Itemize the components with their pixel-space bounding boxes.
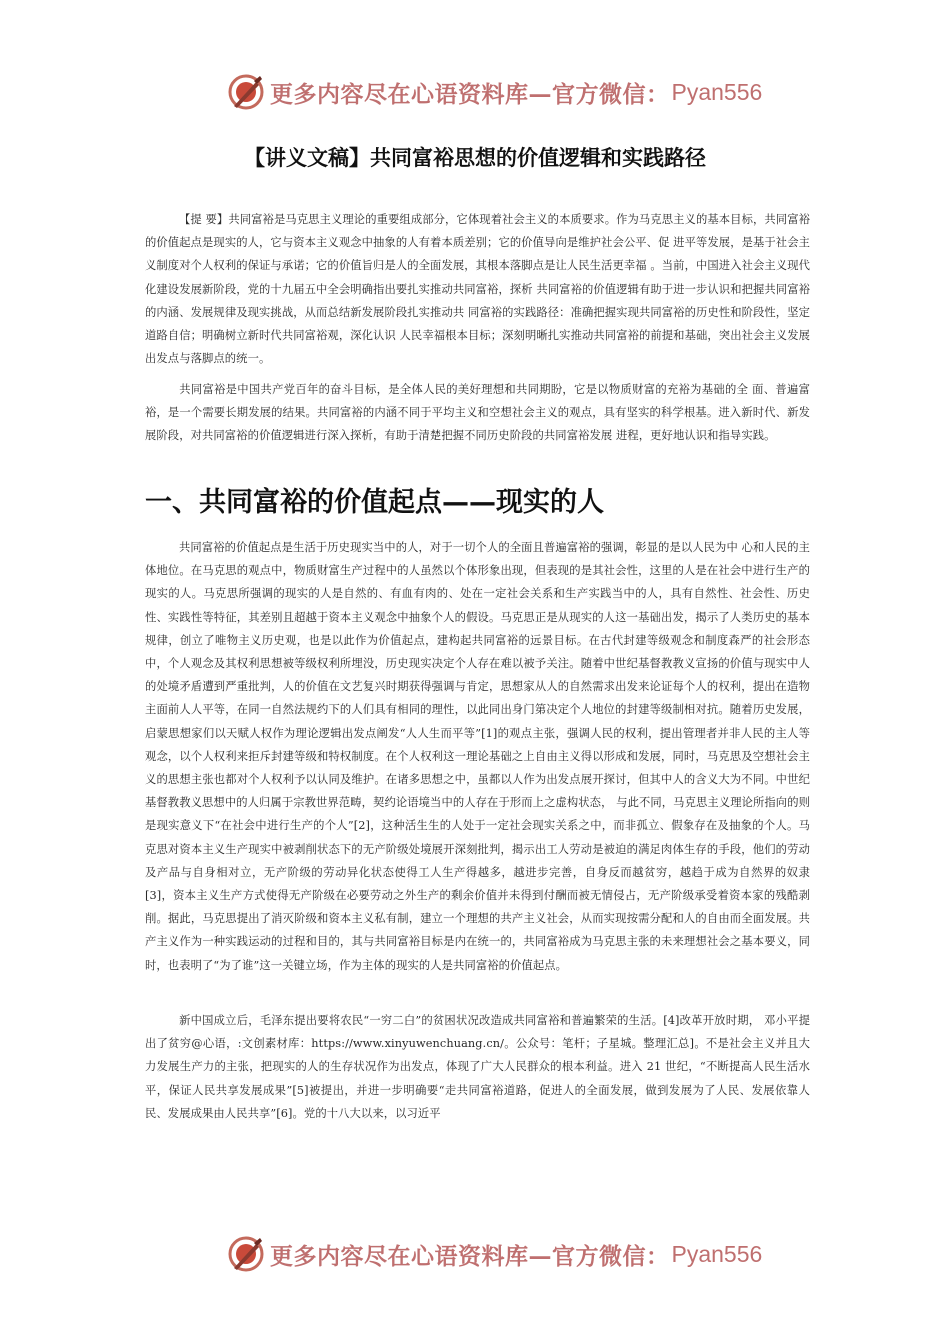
section-heading: 一、共同富裕的价值起点——现实的人 bbox=[145, 487, 604, 518]
body-paragraph-text: 共同富裕的价值起点是生活于历史现实当中的人，对于一切个人的全面且普遍富裕的强调，彰显的是以人民为中 心和人民的主体地位。在马克思的观点中，物质财富生产过程中的人虽然以个体形象出现，但表现的是其社会性，这里的人是在社会中进行生产的现实的人。马克思所强调的现实的人是自然的、有血有肉的、处在一定社会关系和生产实践当中的人，具有自然性、社会性、历史性、实践性等特征，其差别且超越于资本主义观念中抽象个人的假设。马克思正是从现实的人这一基础出发，揭示了人类历史的基本规律，创立了唯物主义历史观，也是以此作为价值起点，建构起共同富裕的远景目标。在古代封建等级观念和制度森严的社会形态中，个人观念及其权利思想被等级权利所埋没，历史现实决定个人存在难以被予关注。随着中世纪基督教教义宣扬的价值与现实中人的处境矛盾遭到严重批判，人的价值在文艺复兴时期获得强调与肯定，思想家从人的自然需求出发来论证每个人的权利，提出在造物主面前人人平等，在同一自然法规约下的人们具有相同的理性，以此同出身门第决定个人地位的封建等级制相对抗。随着历史发展，启蒙思想家们以天赋人权作为理论逻辑出发点阐发“人人生而平等”[1]的观点主张，强调人民的权利，提出管理者并非人民的主人等观念，以个人权利来拒斥封建等级和特权制度。在个人权利这一理论基础之上自由主义得以形成和发展，同时，马克思及空想社会主义的思想主张也都对个人权利予以认同及维护。在诸多思想之中，虽都以人作为出发点展开探讨，但其中人的含义大为不同。中世纪基督教教义思想中的人归属于宗教世界范畴，契约论语境当中的人存在于形而上之虚构状态， 与此不同，马克思主义理论所指向的则是现实意义下“在社会中进行生产的个人”[2]，这种活生生的人处于一定社会现实关系之中，而非孤立、假象存在及抽象的个人。马克思对资本主义生产现实中被剥削状态下的无产阶级处境展开深刻批判，揭示出工人劳动是被迫的满足肉体生存的手段，他们的劳动及产品与自身相对立，无产阶级的劳动异化状态使得工人生产得越多，越进步完善，自身反而越贫穷，越趋于成为自然界的奴隶[3]，资本主义生产方式使得无产阶级在必要劳动之外生产的剩余价值并未得到付酬而被无情侵占，无产阶级承受着资本家的残酷剥削。据此，马克思提出了消灭阶级和资本主义私有制，建立一个理想的共产主义社会，从而实现按需分配和人的自由而全面发展。共产主义作为一种实践运动的过程和目的，其与共同富裕目标是内在统一的，共同富裕成为马克思主张的未来理想社会之基本要义，同时，也表明了“为了谁”这一关键立场，作为主体的现实的人是共同富裕的价值起点。 bbox=[145, 541, 810, 972]
body-paragraph bbox=[145, 1009, 810, 1125]
document-title: 【讲义文稿】共同富裕思想的价值逻辑和实践路径 bbox=[244, 146, 706, 170]
body-paragraph-text: 新中国成立后，毛泽东提出要将农民“一穷二白”的贫困状况改造成共同富裕和普遍繁荣的生活。[4]改革开放时期， 邓小平提出了贫穷@心语，:文创素材库：https://www.xinyuwenchuang.cn/。公众号：笔杆；子星城。整理汇总]。不是社会主义并且大力发展生产力的主张，把现实的人的生存状况作为出发点，体现了广大人民群众的根本利益。进入 21 世纪，“不断提高人民生活水平，保证人民共享发展成果”[5]被提出，并进一步明确要“走共同富裕道路，促进人的全面发展，做到发展为了人民、发展依靠人民、发展成果由人民共享”[6]。党的十八大以来，以习近平 bbox=[145, 1014, 810, 1120]
body-paragraph bbox=[145, 536, 810, 977]
intro-paragraph bbox=[145, 378, 810, 448]
header-banner-text: 更多内容尽在心语资料库—官方微信： bbox=[270, 80, 670, 108]
pen-seal-logo-icon bbox=[226, 1234, 266, 1274]
footer-watermark-banner bbox=[226, 1232, 762, 1276]
abstract-text: 【提 要】共同富裕是马克思主义理论的重要组成部分，它体现着社会主义的本质要求。作为马克思主义的基本目标，共同富裕的价值起点是现实的人，它与资本主义观念中抽象的人有着本质差别；它的价值导向是维护社会公平、促 进平等发展，是基于社会主义制度对个人权利的保证与承诺；它的价值旨归是人的全面发展，其根本落脚点是让人民生活更幸福 。当前，中国进入社会主义现代化建设发展新阶段，党的十九届五中全会明确指出要扎实推动共同富裕，探析 共同富裕的价值逻辑有助于进一步认识和把握共同富裕的内涵、发展规律及现实挑战，从而总结新发展阶段扎实推动共 同富裕的实践路径：准确把握实现共同富裕的历史性和阶段性，坚定道路自信；明确树立新时代共同富裕观，深化认识 人民幸福根本目标；深刻明晰扎实推动共同富裕的前提和基础，突出社会主义发展出发点与落脚点的统一。 bbox=[145, 213, 810, 366]
footer-banner-text: 更多内容尽在心语资料库—官方微信： bbox=[270, 1242, 670, 1270]
intro-text: 共同富裕是中国共产党百年的奋斗目标，是全体人民的美好理想和共同期盼，它是以物质财富的充裕为基础的全 面、普遍富裕，是一个需要长期发展的结果。共同富裕的内涵不同于平均主义和空想社会主义的观点，具有坚实的科学根基。进入新时代、新发展阶段，对共同富裕的价值逻辑进行深入探析，有助于清楚把握不同历史阶段的共同富裕发展 进程，更好地认识和指导实践。 bbox=[145, 383, 810, 443]
header-watermark-banner bbox=[226, 70, 762, 114]
pen-seal-logo-icon bbox=[226, 72, 266, 112]
abstract-paragraph bbox=[145, 208, 810, 370]
header-wechat-id: Pyan556 bbox=[671, 78, 763, 105]
footer-wechat-id: Pyan556 bbox=[671, 1240, 763, 1267]
